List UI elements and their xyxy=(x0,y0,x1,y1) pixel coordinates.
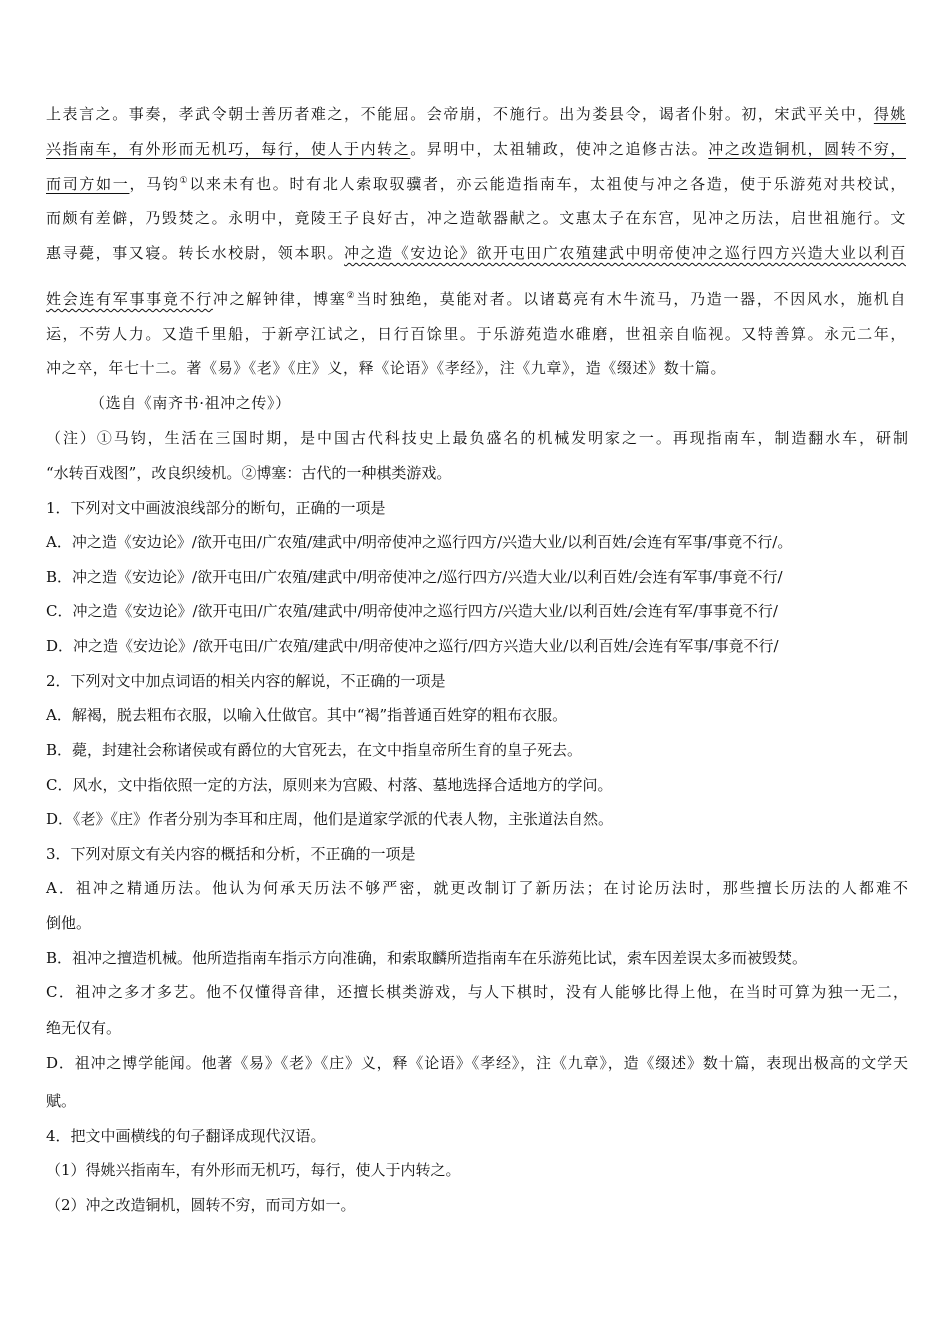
passage-line-5: 惠寻薨，事又寝。转长水校尉，领本职。冲之造《安边论》欲开屯田广农殖建武中明帝使冲之巡行四方兴造大业以利百 xyxy=(46,244,906,262)
q4-sentence-1: （1）得姚兴指南车，有外形而无机巧，每行，使人于内转之。 xyxy=(46,1161,461,1179)
passage-line-7: 运，不劳人力。又造千里船，于新亭江试之，日行百馀里。于乐游苑造水碓磨，世祖亲自临视。又特善算。永元二年， xyxy=(46,325,906,343)
q2-option-c: C．风水，文中指依照一定的方法，原则来为宫殿、村落、墓地选择合适地方的学问。 xyxy=(46,776,613,794)
q2-option-d: D．《老》《庄》作者分别为李耳和庄周，他们是道家学派的代表人物，主张道法自然。 xyxy=(46,810,614,828)
footnote-mark-1: ① xyxy=(179,176,190,186)
q2-option-a: A．解褐，脱去粗布衣服，以喻入仕做官。其中“褐”指普通百姓穿的粗布衣服。 xyxy=(46,706,568,724)
passage-line-4: 而颇有差僻，乃毁焚之。永明中，竟陵王子良好古，冲之造欹器献之。文惠太子在东宫，见冲之历法，启世祖施行。文 xyxy=(46,209,906,227)
q3-option-d: D．祖冲之博学能闻。他著《易》《老》《庄》义，释《论语》《孝经》，注《九章》，造《缀述》数十篇，表现出极高的文学天 xyxy=(46,1054,908,1072)
q3-option-a: A．祖冲之精通历法。他认为何承天历法不够严密，就更改制订了新历法；在讨论历法时，那些擅长历法的人都难不 xyxy=(46,879,908,897)
notes-line-2: “水转百戏图”，改良织绫机。②博塞：古代的一种棋类游戏。 xyxy=(46,464,452,482)
q3-stem: 3．下列对原文有关内容的概括和分析，不正确的一项是 xyxy=(46,845,416,863)
q3-option-b: B．祖冲之擅造机械。他所造指南车指示方向准确，和索取麟所造指南车在乐游苑比试，索车因差误太多而被毁焚。 xyxy=(46,949,808,967)
q2-option-b: B．薨，封建社会称诸侯或有爵位的大官死去，在文中指皇帝所生育的皇子死去。 xyxy=(46,741,583,759)
q1-option-a: A．冲之造《安边论》/欲开屯田/广农殖/建武中/明帝使冲之巡行四方/兴造大业/以利百姓/会连有军事/事竟不行/。 xyxy=(46,533,793,551)
q4-stem: 4．把文中画横线的句子翻译成现代汉语。 xyxy=(46,1127,326,1145)
q3-option-c-cont: 绝无仅有。 xyxy=(46,1019,122,1037)
q4-sentence-2: （2）冲之改造铜机，圆转不穷，而司方如一。 xyxy=(46,1196,356,1214)
passage-line-3: 而司方如一，马钧①以来未有也。时有北人索取驭骥者，亦云能造指南车，太祖使与冲之各造，使于乐游苑对共校试， xyxy=(46,175,906,193)
passage-line-6: 姓会连有军事事竟不行冲之解钟律，博塞②当时独绝，莫能对者。以诸葛亮有木牛流马，乃造一器，不因风水，施机自 xyxy=(46,290,906,308)
passage-line-8: 冲之卒，年七十二。著《易》《老》《庄》义，释《论语》《孝经》，注《九章》，造《缀述》数十篇。 xyxy=(46,359,727,377)
q1-option-d: D．冲之造《安边论》/欲开屯田/广农殖/建武中/明帝使冲之巡行/四方兴造大业/以利百姓/会连有军事/事竟不行/ xyxy=(46,637,779,655)
notes-line-1: （注）①马钧，生活在三国时期，是中国古代科技史上最负盛名的机械发明家之一。再现指南车，制造翻水车，研制 xyxy=(46,429,908,447)
passage-line-2: 兴指南车，有外形而无机巧，每行，使人于内转之。昇明中，太祖辅政，使冲之追修古法。冲之改造铜机，圆转不穷， xyxy=(46,140,907,158)
q1-stem: 1．下列对文中画波浪线部分的断句，正确的一项是 xyxy=(46,499,386,517)
q3-option-d-cont: 赋。 xyxy=(46,1092,77,1110)
q2-stem: 2．下列对文中加点词语的相关内容的解说，不正确的一项是 xyxy=(46,672,446,690)
q1-option-c: C．冲之造《安边论》/欲开屯田/广农殖/建武中/明帝使冲之巡行四方/兴造大业/以利百姓/会连有军/事事竟不行/ xyxy=(46,602,778,620)
q3-option-a-cont: 倒他。 xyxy=(46,914,92,932)
footnote-mark-2: ② xyxy=(346,291,357,301)
passage-line-1: 上表言之。事奏，孝武令朝士善历者难之，不能屈。会帝崩，不施行。出为娄县令，谒者仆射。初，宋武平关中，得姚 xyxy=(46,105,907,123)
q3-option-c: C．祖冲之多才多艺。他不仅懂得音律，还擅长棋类游戏，与人下棋时，没有人能够比得上他，在当时可算为独一无二， xyxy=(46,983,908,1001)
passage-source: （选自《南齐书·祖冲之传》） xyxy=(90,394,291,412)
q1-option-b: B．冲之造《安边论》/欲开屯田/广农殖/建武中/明帝使冲之/巡行四方/兴造大业/以利百姓/会连有军事/事竟不行/ xyxy=(46,568,783,586)
